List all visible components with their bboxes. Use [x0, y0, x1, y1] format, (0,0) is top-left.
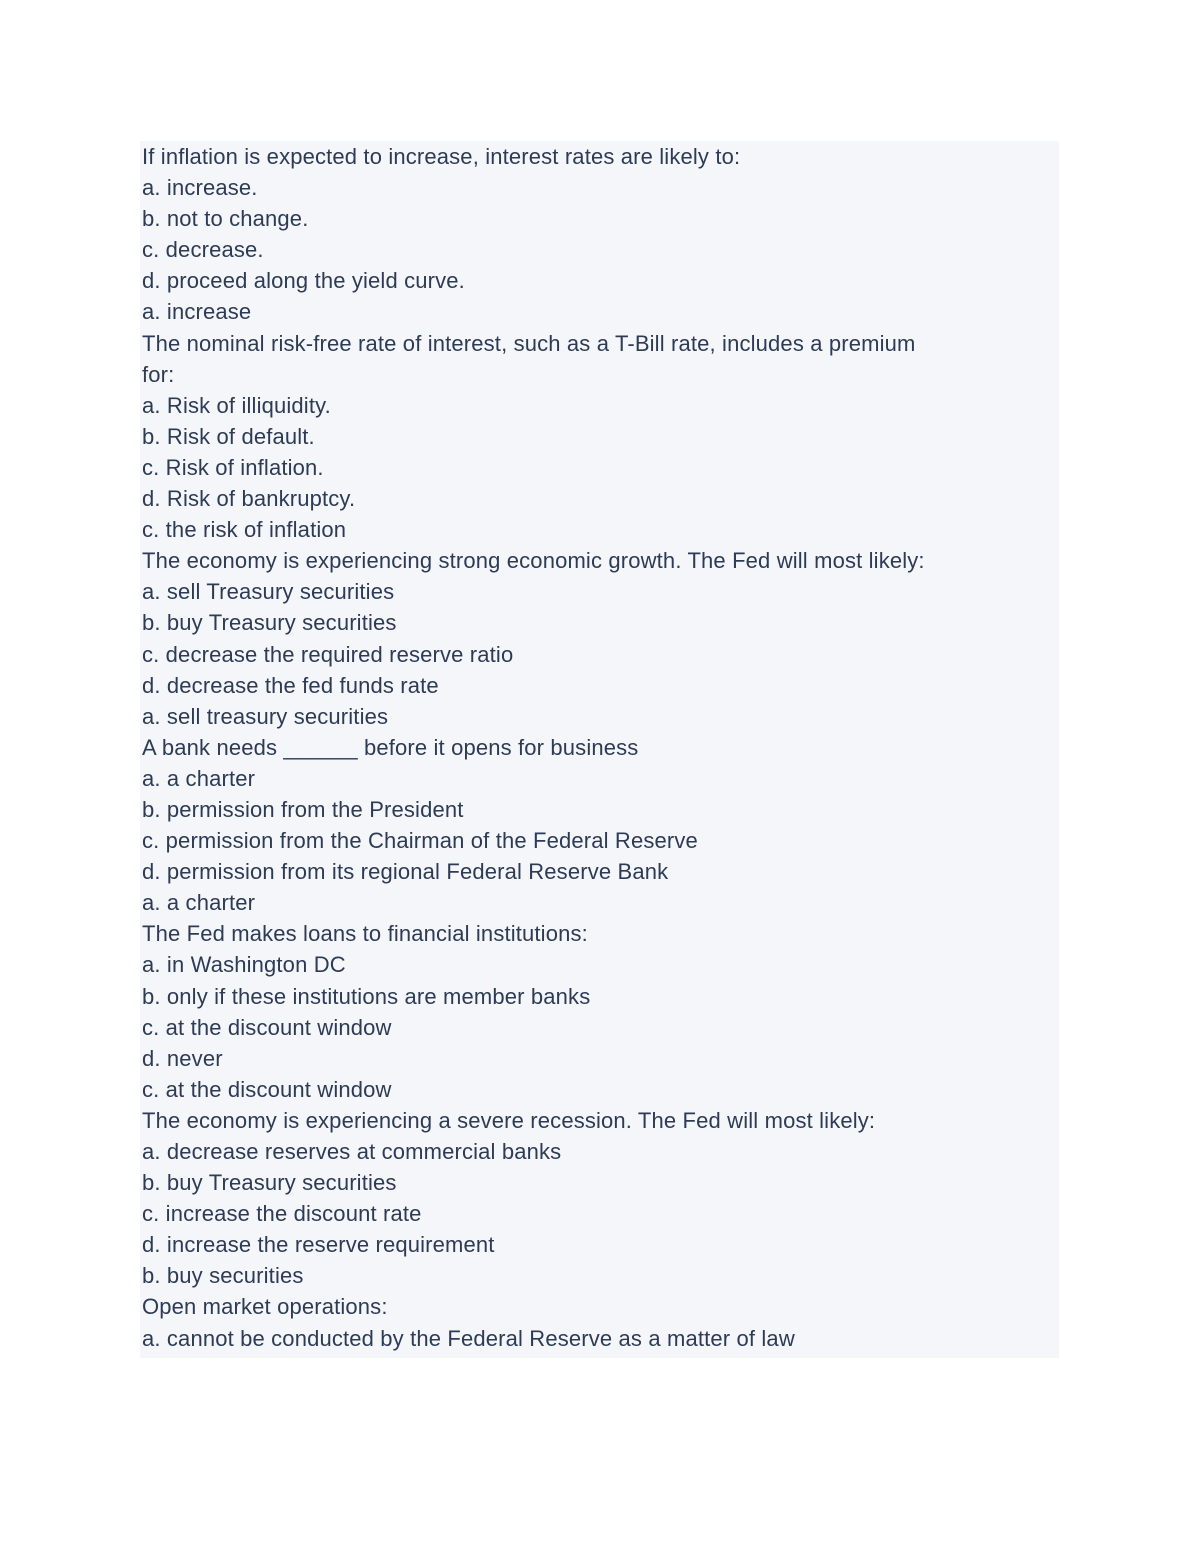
question-line: The Fed makes loans to financial institutions: — [142, 921, 588, 947]
option-line: a. sell Treasury securities — [142, 579, 395, 605]
option-line: a. decrease reserves at commercial banks — [142, 1139, 562, 1164]
option-line: c. decrease. — [142, 237, 264, 263]
option-line: b. only if these institutions are member banks — [142, 983, 591, 1009]
answer-line: c. at the discount window — [142, 1076, 392, 1102]
option-line: d. increase the reserve requirement — [142, 1232, 495, 1258]
question-line: for: — [142, 361, 175, 387]
answer-line: c. the risk of inflation — [142, 517, 347, 543]
option-line: a. Risk of illiquidity. — [142, 392, 331, 418]
question-line: The economy is experiencing strong economic growth. The Fed will most likely: — [142, 548, 925, 574]
option-line: d. permission from its regional Federal Reserve Bank — [142, 859, 669, 885]
option-line: b. buy Treasury securities — [142, 1170, 397, 1196]
option-line: d. proceed along the yield curve. — [142, 268, 465, 294]
option-line: c. at the discount window — [142, 1014, 392, 1040]
question-line: The economy is experiencing a severe recession. The Fed will most likely: — [142, 1107, 876, 1133]
option-line: b. permission from the President — [142, 796, 464, 822]
option-line: b. buy Treasury securities — [142, 610, 397, 636]
question-line: The nominal risk-free rate of interest, such as a T-Bill rate, includes a premium — [142, 330, 916, 356]
question-line: Open market operations: — [142, 1294, 388, 1320]
option-line: d. Risk of bankruptcy. — [142, 486, 356, 512]
document-text-block — [140, 141, 1059, 1358]
option-line: c. decrease the required reserve ratio — [142, 641, 514, 667]
option-line: a. in Washington DC — [142, 952, 346, 978]
option-line: a. cannot be conducted by the Federal Reserve as a matter of law — [142, 1325, 795, 1351]
answer-line: a. a charter — [142, 890, 256, 916]
option-line: c. increase the discount rate — [142, 1201, 422, 1227]
option-line: d. decrease the fed funds rate — [142, 672, 439, 698]
option-line: b. not to change. — [142, 206, 309, 232]
option-line: a. a charter — [142, 765, 256, 791]
answer-line: a. sell treasury securities — [142, 703, 389, 729]
question-line: A bank needs ______ before it opens for business — [142, 734, 639, 760]
answer-line: a. increase — [142, 299, 252, 325]
question-line: If inflation is expected to increase, interest rates are likely to: — [142, 144, 741, 169]
answer-line: b. buy securities — [142, 1263, 304, 1289]
option-line: a. increase. — [142, 175, 258, 201]
option-line: c. Risk of inflation. — [142, 454, 324, 480]
option-line: c. permission from the Chairman of the Federal Reserve — [142, 828, 698, 854]
option-line: d. never — [142, 1045, 223, 1071]
option-line: b. Risk of default. — [142, 423, 315, 449]
